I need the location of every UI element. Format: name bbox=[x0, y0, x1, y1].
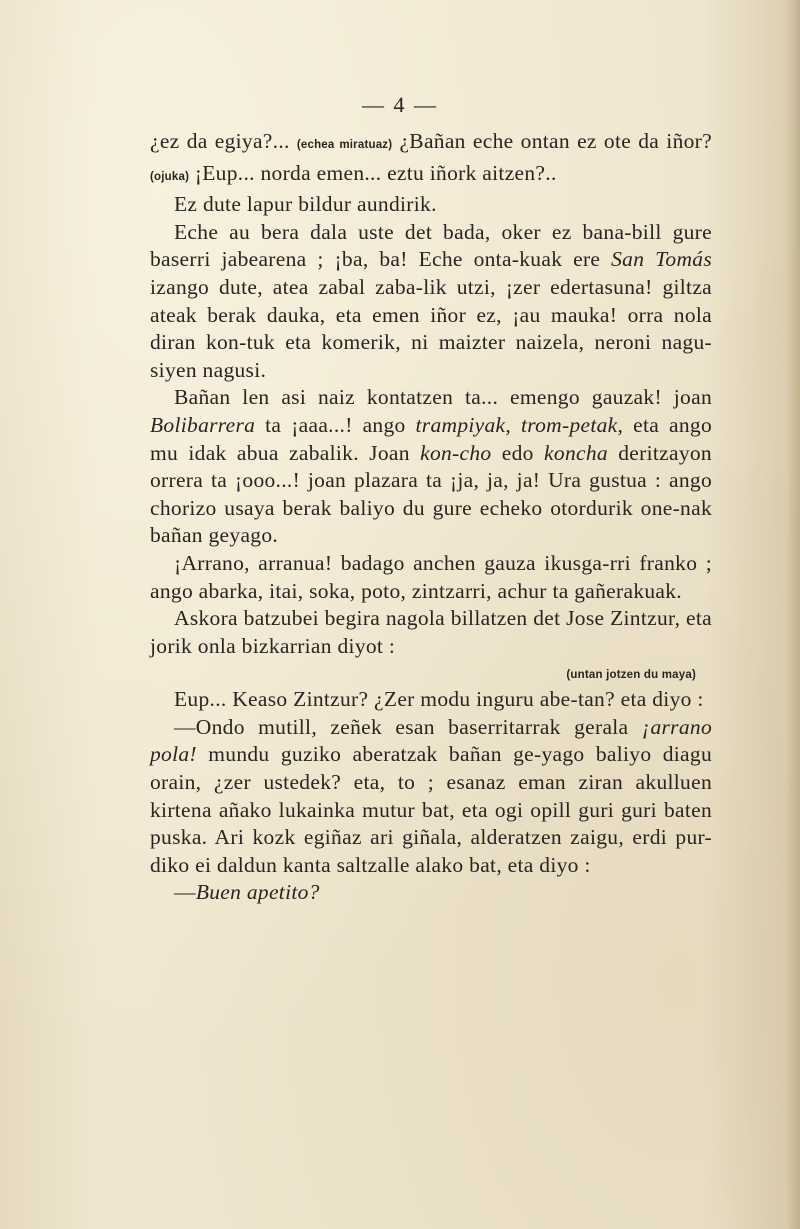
paragraph-1 bbox=[150, 128, 712, 191]
paragraph-6: Askora batzubei begira nagola billatzen det Jose Zintzur, eta jorik onla bizkarrian diyot : bbox=[150, 606, 712, 658]
italic-text: San Tomás bbox=[611, 247, 712, 272]
paragraph-4 bbox=[150, 384, 712, 550]
italic-text: trampiyak, trom-petak bbox=[415, 412, 618, 437]
stage-direction: (echea miratuaz) bbox=[296, 139, 393, 151]
text-run: Bañan len asi naiz kontatzen ta... emengo gauzak! joan bbox=[174, 385, 712, 410]
stage-direction: (untan jotzen du maya) bbox=[566, 669, 696, 682]
text-run: —Ondo mutill, zeñek esan baserritarrak gerala bbox=[174, 714, 642, 739]
text-run: mundu guziko aberatzak bañan ge-yago baliyo diagu orain, ¿zer ustedek? eta, to ; esanaz eman ziran akulluen kirtena añako lukainka mutur bat, eta ogi opill guri guri baten puska. Ari kozk egiñaz ari giñala, alderatzen zaigu, erdi pur-diko ei daldun kanta saltzalle alako bat, eta diyo : bbox=[150, 742, 712, 877]
text-run: ¿Bañan eche ontan ez ote da iñor? bbox=[392, 129, 712, 153]
paragraph-5: ¡Arrano, arranua! badago anchen gauza ikusga-rri franko ; ango abarka, itai, soka, poto, zintzarri, achur ta gañerakuak. bbox=[150, 550, 712, 603]
italic-text: Bolibarrera bbox=[150, 412, 256, 437]
italic-text: kon-cho bbox=[420, 440, 492, 465]
text-run: izango dute, atea zabal zaba-lik utzi, ¡zer edertasuna! giltza ateak berak dauka, eta emen iñor ez, ¡au mauka! orra nola diran kon-tuk eta komerik, ni maizter naizela, neroni nagu-siyen nagusi. bbox=[150, 274, 712, 382]
paragraph-3 bbox=[150, 219, 712, 385]
paragraph-8 bbox=[150, 714, 712, 880]
italic-text: Buen apetito? bbox=[195, 880, 320, 905]
paragraph-7: Eup... Keaso Zintzur? ¿Zer modu inguru abe-tan? eta diyo : bbox=[174, 687, 704, 712]
page-edge-shadow bbox=[786, 0, 800, 1229]
paragraph-2: Ez dute lapur bildur aundirik. bbox=[174, 192, 437, 217]
text-run: Eche au bera dala uste det bada, oker ez bana-bill gure baserri jabearena ; ¡ba, ba! Eche onta-kuak ere bbox=[150, 219, 712, 272]
paragraph-9 bbox=[150, 879, 712, 907]
page-number: — 4 — bbox=[362, 92, 438, 117]
body-text bbox=[150, 128, 712, 907]
text-run: ¡Eup... norda emen... eztu iñork aitzen?.. bbox=[189, 160, 557, 185]
text-run: ¿ez da egiya?... bbox=[150, 129, 297, 153]
text-run: ta ¡aaa...! ango bbox=[255, 412, 416, 437]
text-run: edo bbox=[491, 440, 545, 465]
stage-direction-line bbox=[150, 660, 712, 686]
italic-text: ¡arrano pola! bbox=[150, 714, 712, 767]
text-run: , eta ango mu idak abua zabalik. Joan bbox=[150, 412, 713, 465]
text-run: — bbox=[174, 880, 196, 905]
text-run: deritzayon orrera ta ¡ooo...! joan plazara ta ¡ja, ja, ja! Ura gustua : ango chorizo usaya berak baliyo du gure echeko otordurik one-nak bañan geyago. bbox=[150, 440, 712, 548]
stage-direction: (ojuka) bbox=[150, 170, 190, 183]
italic-text: koncha bbox=[544, 440, 608, 465]
